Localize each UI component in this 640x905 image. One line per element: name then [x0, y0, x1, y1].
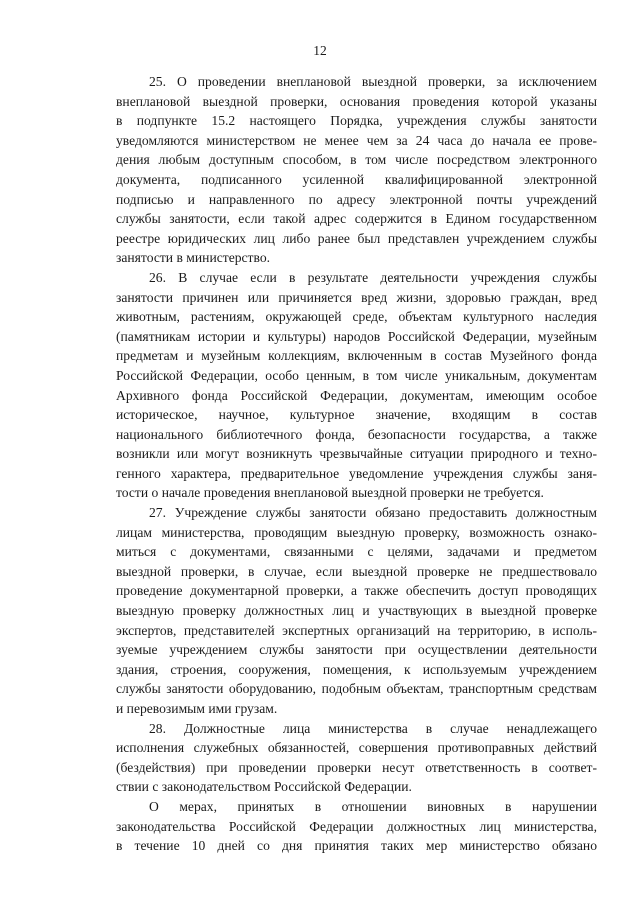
paragraph-line: О мерах, принятых в отношении виновных в нарушении: [149, 798, 597, 814]
paragraph-line: занятости причинен или причиняется вред жизни, здоровью граждан, вред: [116, 289, 597, 305]
paragraph-line: миться с документами, связанными с целями, задачами и предметом: [116, 544, 597, 560]
paragraph-line: национального библиотечного фонда, безопасности государства, а также: [116, 426, 597, 442]
paragraph-line: животным, растениям, окружающей среде, объектам культурного наследия: [116, 309, 597, 325]
paragraph-line: законодательства Российской Федерации должностных лиц министерства,: [116, 818, 597, 834]
paragraph-line: в течение 10 дней со дня принятия таких мер министерство обязано: [116, 838, 597, 854]
paragraph-line: занятости в министерство.: [116, 250, 271, 266]
paragraph-line: Архивного фонда Российской Федерации, документам, имеющим особое: [116, 387, 597, 403]
paragraph-line: историческое, научное, культурное значение, входящим в состав: [116, 407, 597, 423]
paragraph-line: дения любым доступным способом, в том числе посредством электронного: [116, 152, 597, 168]
paragraph-line: тости о начале проведения внеплановой выездной проверки не требуется.: [116, 485, 544, 501]
paragraph-line: Российской Федерации, особо ценным, в том числе уникальным, документам: [116, 367, 597, 383]
paragraph: [116, 268, 597, 503]
paragraph-line: предметам и музейным коллекциям, включенным в состав Музейного фонда: [116, 348, 597, 364]
paragraph-line: внеплановой выездной проверки, основания проведения которой указаны: [116, 93, 597, 109]
paragraph-line: 27. Учреждение службы занятости обязано предоставить должностным: [149, 505, 597, 521]
paragraph-line: (памятникам истории и культуры) народов Российской Федерации, музейным: [116, 328, 597, 344]
paragraph-line: реестре юридических лиц либо ранее был представлен учреждением службы: [116, 230, 597, 246]
page-number: 12: [313, 43, 327, 58]
paragraph-line: 25. О проведении внеплановой выездной проверки, за исключением: [149, 74, 597, 89]
paragraph-line: возникли или могут возникнуть чрезвычайные ситуации природного и техно-: [116, 446, 597, 462]
paragraph-line: службы занятости оборудованию, подобным объектам, транспортным средствам: [116, 681, 597, 697]
paragraph-line: генного характера, предварительное уведомление учреждения службы заня-: [116, 465, 597, 481]
paragraph: [116, 503, 597, 719]
paragraph-line: подписью и направленного по адресу электронной почты учреждений: [116, 191, 597, 207]
paragraph-line: зуемые учреждением службы занятости при осуществлении деятельности: [116, 642, 597, 658]
paragraph-line: 26. В случае если в результате деятельности учреждения службы: [149, 269, 597, 285]
paragraph-line: проведение документарной проверки, а также обеспечить доступ проводящих: [116, 583, 597, 599]
paragraph-line: исполнения служебных обязанностей, совершения противоправных действий: [116, 740, 597, 756]
paragraph: [116, 719, 597, 797]
paragraph-line: документа, подписанного усиленной квалифицированной электронной: [116, 171, 597, 187]
paragraph-line: здания, строения, сооружения, помещения, к используемым учреждением: [116, 661, 597, 677]
paragraph-line: и перевозимым ими грузам.: [116, 701, 278, 716]
paragraph-line: в подпункте 15.2 настоящего Порядка, учреждения службы занятости: [116, 113, 597, 129]
paragraph: [116, 72, 597, 268]
paragraph-line: уведомляются министерством не менее чем за 24 часа до начала ее прове-: [116, 132, 597, 148]
paragraph-line: выездной проверки, в случае, если выездной проверке не предшествовало: [116, 563, 597, 579]
paragraph: [116, 797, 597, 856]
paragraph-line: 28. Должностные лица министерства в случае ненадлежащего: [149, 720, 597, 736]
paragraph-line: экспертов, представителей экспертных организаций на территорию, в исполь-: [116, 622, 597, 638]
paragraph-line: (бездействия) при проведении проверки несут ответственность в соответ-: [116, 759, 597, 775]
paragraph-line: службы занятости, если такой адрес содержится в Едином государственном: [116, 211, 597, 227]
paragraph-line: лицам министерства, проводящим выездную проверку, возможность ознако-: [116, 524, 597, 540]
paragraph-line: выездную проверку должностных лиц и участвующих в выездной проверке: [116, 603, 597, 619]
paragraph-line: ствии с законодательством Российской Федерации.: [116, 779, 412, 795]
document-body: [116, 72, 597, 856]
